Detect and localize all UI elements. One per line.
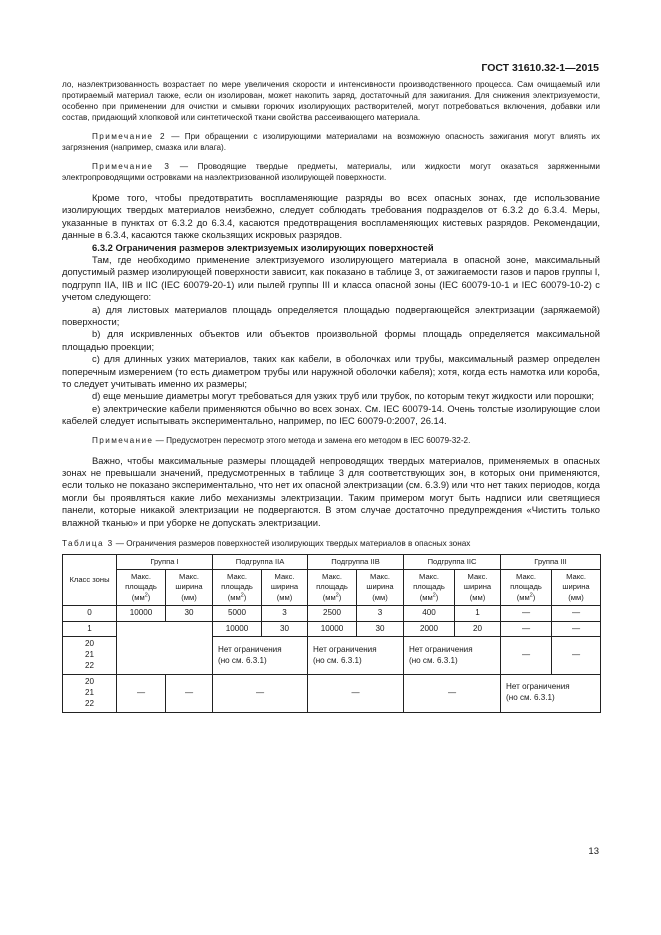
note-3-label: Примечание 3	[92, 161, 171, 171]
table-row-zones-20-22-dust	[63, 674, 601, 712]
iia-no-limit: Нет ограничения (но см. 6.3.1)	[213, 637, 308, 675]
subgroup-iic-header: Подгруппа IIC	[404, 554, 501, 569]
iia-width: 30	[262, 621, 308, 637]
paragraph-measures: Кроме того, чтобы предотвратить воспламеняющие разряды во всех опасных зонах, где использование изолирующих твердых материалов неизбежно, следует соблюдать требования подразделов от 6.3.2 до 6.3.4. Меры, указанные в пунктах от 6.3.2 до 6.3.4, касаются предотвращения воспламеняющих кистевых разрядов. Рекомендации, данные в 6.3.4, касаются также скользящих искровых разрядов.	[62, 191, 600, 241]
iib-dash: —	[308, 674, 404, 712]
group-iii-width: —	[552, 637, 601, 675]
max-area-header: Макс. площадь $(мм^2)$	[308, 570, 357, 606]
subgroup-iib-header: Подгруппа IIB	[308, 554, 404, 569]
iic-width: 1	[455, 605, 501, 621]
group-iii-width: —	[552, 605, 601, 621]
group-i-area: 10000	[117, 605, 166, 621]
iia-width: 3	[262, 605, 308, 621]
note-revision	[62, 436, 600, 447]
group-i-merged-empty	[117, 621, 213, 674]
zone-cell: 20 21 22	[63, 674, 117, 712]
group-iii-width: —	[552, 621, 601, 637]
zone-cell: 20 21 22	[63, 637, 117, 675]
iib-width: 3	[357, 605, 404, 621]
list-item-d: d) еще меньшие диаметры могут требоваться для узких труб или трубок, по которым текут жидкости или порошки;	[92, 390, 595, 402]
zone-cell: 1	[63, 621, 117, 637]
document-header: ГОСТ 31610.32-1—2015	[481, 62, 599, 74]
list-item-e: е) электрические кабели применяются обычно во всех зонах. См. IEC 60079-14. Очень толстые изолирующие слои кабелей следует испытывать экспериментально, например, по IEC 60079-0:2007, 26.14.	[62, 402, 600, 427]
iib-area: 2500	[308, 605, 357, 621]
iic-no-limit: Нет ограничения (но см. 6.3.1)	[404, 637, 501, 675]
list-item-a: а) для листовых материалов площадь определяется площадью подвергающейся электризации (заряжаемой) поверхности;	[62, 303, 600, 327]
group-i-area: —	[117, 674, 166, 712]
paragraph-important: Важно, чтобы максимальные размеры площадей непроводящих твердых материалов, применяемых в опасных зонах не превышали значений, предусмотренных в таблице 3 для соответствующих зон, в которых они применяются, если только не показано экспериментально, что нет их опасной электризации (см. 6.3.9) или что нет таких периодов, когда могли бы проявляться какие либо механизмы электризации. Таким примером могут быть надписи или светящиеся панели, которые никакой электризации не подвергаются. В этом случае достаточно предупреждения «Чистить только влажной тканью» и при уборке не допускать электризации.	[62, 454, 600, 528]
section-heading-6-3-2: 6.3.2 Ограничения размеров электризуемых изолирующих поверхностей	[92, 241, 434, 253]
group-iii-no-limit: Нет ограничения (но см. 6.3.1)	[501, 674, 601, 712]
max-width-header: Макс. ширина (мм)	[262, 570, 308, 606]
table-row-zone-1	[63, 621, 601, 637]
table-3	[62, 554, 601, 713]
max-width-header: Макс. ширина (мм)	[166, 570, 213, 606]
class-zone-header: Класс зоны	[63, 554, 117, 605]
note-2-text: — При обращении с изолирующими материалами на возможную опасность зажигания могут влиять их загрязнения (например, смазка или влага).	[62, 131, 600, 152]
zone-cell: 0	[63, 605, 117, 621]
iia-area: 5000	[213, 605, 262, 621]
iic-area: 400	[404, 605, 455, 621]
table-caption	[62, 539, 600, 550]
max-area-header: Макс. площадь $(мм^2)$	[501, 570, 552, 606]
note-2	[62, 132, 600, 154]
table-header-columns	[63, 570, 601, 606]
table-row-zone-0	[63, 605, 601, 621]
group-iii-area: —	[501, 637, 552, 675]
max-width-header: Макс. ширина (мм)	[357, 570, 404, 606]
note-2-label: Примечание 2	[92, 131, 166, 141]
iia-dash: —	[213, 674, 308, 712]
iic-area: 2000	[404, 621, 455, 637]
iib-area: 10000	[308, 621, 357, 637]
group-i-header: Группа I	[117, 554, 213, 569]
max-area-header: Макс. площадь $(мм^2)$	[404, 570, 455, 606]
note-3-text: — Проводящие твердые предметы, материалы, или жидкости могут оказаться заряженными электропроводящими островками на наэлектризованной изолирующей поверхности.	[62, 161, 600, 182]
group-iii-area: —	[501, 621, 552, 637]
note-3	[62, 162, 600, 184]
table-header-groups	[63, 554, 601, 569]
note-label: Примечание	[92, 435, 154, 445]
paragraph-continuation: ло, наэлектризованность возрастает по мере увеличения скорости и интенсивности производственного процесса. Сам очищаемый или протираемый материал также, если он изолирован, может накопить заряд, достаточный для зажигания. Для снижения электризуемости, особенно при применении для очистки и смывки горючих изолирующих растворителей, могут потребоваться включения, добавки или состав, придающий хлопковой или синтетической ткани свойства рассеивающего материала.	[62, 80, 600, 122]
subgroup-iia-header: Подгруппа IIA	[213, 554, 308, 569]
max-area-header: Макс. площадь $(мм^2)$	[213, 570, 262, 606]
iib-width: 30	[357, 621, 404, 637]
list-item-b: b) для искривленных объектов или объектов произвольной формы площадь определяется максимальной площадью проекции;	[62, 328, 600, 352]
list-item-c: с) для длинных узких материалов, таких как кабели, в оболочках или трубы, максимальный размер определен поперечным измерением (то есть диаметром трубы или наружной оболочки кабеля); хотя, когда есть намотка или короба, то следует учитывать именно их размеры;	[62, 353, 600, 389]
group-i-width: —	[166, 674, 213, 712]
table-caption-text: — Ограничения размеров поверхностей изолирующих твердых материалов в опасных зонах	[113, 539, 471, 549]
max-area-header: Макс. площадь $(мм^2)$	[117, 570, 166, 606]
group-i-width: 30	[166, 605, 213, 621]
paragraph-size-limits: Там, где необходимо применение электризуемого изолирующего материала в опасной зоне, максимальный допустимый размер изолирующей поверхности зависит, как показано в таблице 3, от зажигаемости газов и паров группы I, подгрупп IIA, IIB и IIC (IEC 60079-20-1) или пылей группы III и класса опасной зоны (IEC 60079-10-1 и IEC 60079-10-2) с учетом следующего:	[62, 253, 600, 303]
group-iii-area: —	[501, 605, 552, 621]
max-width-header: Макс. ширина (мм)	[455, 570, 501, 606]
iic-width: 20	[455, 621, 501, 637]
page-content	[62, 80, 600, 713]
note-text: — Предусмотрен пересмотр этого метода и замена его методом в IEC 60079-32-2.	[153, 435, 471, 445]
table-caption-label: Таблица 3	[62, 539, 114, 549]
iib-no-limit: Нет ограничения (но см. 6.3.1)	[308, 637, 404, 675]
group-iii-header: Группа III	[501, 554, 601, 569]
page-number: 13	[588, 846, 599, 857]
iia-area: 10000	[213, 621, 262, 637]
max-width-header: Макс. ширина (мм)	[552, 570, 601, 606]
iic-dash: —	[404, 674, 501, 712]
